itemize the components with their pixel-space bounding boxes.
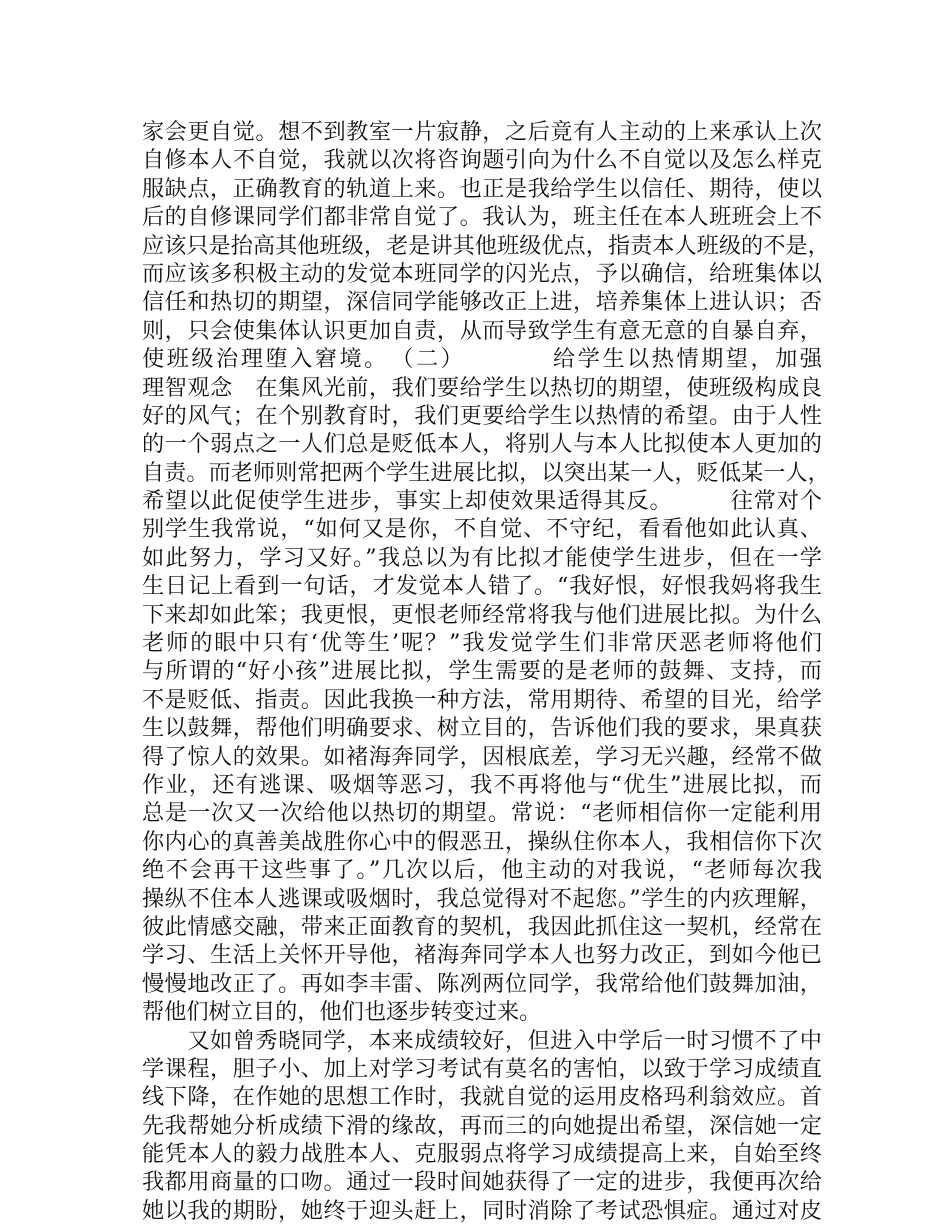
text-line: 别学生我常说，“如何又是你，不自觉、不守纪，看看他如此认真、 [142, 516, 822, 543]
text-line: 使班级治理堕入窘境。 （二） 给学生以热情期望，加强 [142, 346, 822, 373]
text-line: 信任和热切的期望，深信同学能够改正上进，培养集体上进认识；否 [142, 289, 822, 316]
text-line: 你内心的真善美战胜你心中的假恶丑，操纵住你本人，我相信你下次 [142, 828, 822, 855]
text-line: 先我帮她分析成绩下滑的缘故，再而三的向她提出希望，深信她一定 [142, 1112, 822, 1139]
text-line: 家会更自觉。想不到教室一片寂静，之后竟有人主动的上来承认上次 [142, 119, 822, 145]
text-line: 理智观念 在集风光前，我们要给学生以热切的期望，使班级构成良 [142, 374, 822, 401]
text-line: 总是一次又一次给他以热切的期望。常说：“老师相信你一定能利用 [142, 800, 822, 827]
text-line: 则，只会使集体认识更加自责，从而导致学生有意无意的自暴自弃， [142, 317, 822, 344]
text-line: 线下降，在作她的思想工作时，我就自觉的运用皮格玛利翁效应。首 [142, 1084, 822, 1111]
text-line: 得了惊人的效果。如褚海奔同学，因根底差，学习无兴趣，经常不做 [142, 743, 822, 770]
text-line: 好的风气；在个别教育时，我们更要给学生以热情的希望。由于人性 [142, 402, 822, 429]
text-line: 彼此情感交融，带来正面教育的契机，我因此抓住这一契机，经常在 [142, 913, 822, 940]
text-line: 不是贬低、指责。因此我换一种方法，常用期待、希望的目光，给学 [142, 686, 822, 713]
body-text [142, 118, 830, 1225]
text-line: 希望以此促使学生进步，事实上却使效果适得其反。 往常对个 [142, 488, 822, 515]
text-line: 操纵不住本人逃课或吸烟时，我总觉得对不起您。”学生的内疚理解， [142, 885, 822, 912]
text-line: 又如曾秀晓同学，本来成绩较好，但进入中学后一时习惯不了中 [142, 1027, 822, 1054]
text-line: 能凭本人的毅力战胜本人、克服弱点将学习成绩提高上来，自始至终 [142, 1141, 822, 1168]
text-line: 作业，还有逃课、吸烟等恶习，我不再将他与“优生”进展比拟，而 [142, 771, 822, 798]
text-line: 服缺点，正确教育的轨道上来。也正是我给学生以信任、期待，使以 [142, 175, 822, 202]
text-line: 生日记上看到一句话，才发觉本人错了。“我好恨，好恨我妈将我生 [142, 573, 822, 600]
text-line: 应该只是抬高其他班级，老是讲其他班级优点，指责本人班级的不是， [142, 232, 830, 259]
text-line: 学习、生活上关怀开导他，褚海奔同学本人也努力改正，到如今他已 [142, 942, 822, 969]
text-line: 下来却如此笨；我更恨，更恨老师经常将我与他们进展比拟。为什么 [142, 601, 822, 628]
text-line: 与所谓的“好小孩”进展比拟，学生需要的是老师的鼓舞、支持，而 [142, 658, 822, 685]
text-line: 而应该多积极主动的发觉本班同学的闪光点，予以确信，给班集体以 [142, 260, 822, 287]
text-line: 我都用商量的口吻。通过一段时间她获得了一定的进步，我便再次给 [142, 1169, 822, 1196]
text-line: 帮他们树立目的，他们也逐步转变过来。 [142, 999, 542, 1026]
text-line: 自责。而老师则常把两个学生进展比拟，以突出某一人，贬低某一人， [142, 459, 830, 486]
text-line: 后的自修课同学们都非常自觉了。我认为，班主任在本人班班会上不 [142, 204, 822, 231]
text-line: 绝不会再干这些事了。”几次以后，他主动的对我说，“老师每次我 [142, 857, 822, 884]
text-line: 她以我的期盼，她终于迎头赶上，同时消除了考试恐惧症。通过对皮 [142, 1197, 822, 1224]
text-line: 学课程，胆子小、加上对学习考试有莫名的害怕，以致于学习成绩直 [142, 1055, 822, 1082]
text-line: 的一个弱点之一人们总是贬低本人，将别人与本人比拟使本人更加的 [142, 431, 822, 458]
text-line: 生以鼓舞，帮他们明确要求、树立目的，告诉他们我的要求，果真获 [142, 715, 822, 742]
text-line: 如此努力，学习又好。”我总以为有比拟才能使学生进步，但在一学 [142, 544, 822, 571]
text-line: 慢慢地改正了。再如李丰雷、陈冽两位同学，我常给他们鼓舞加油， [142, 970, 822, 997]
text-line: 老师的眼中只有‘优等生’呢？”我发觉学生们非常厌恶老师将他们 [142, 630, 822, 657]
text-line: 自修本人不自觉，我就以次将咨询题引向为什么不自觉以及怎么样克 [142, 147, 822, 174]
